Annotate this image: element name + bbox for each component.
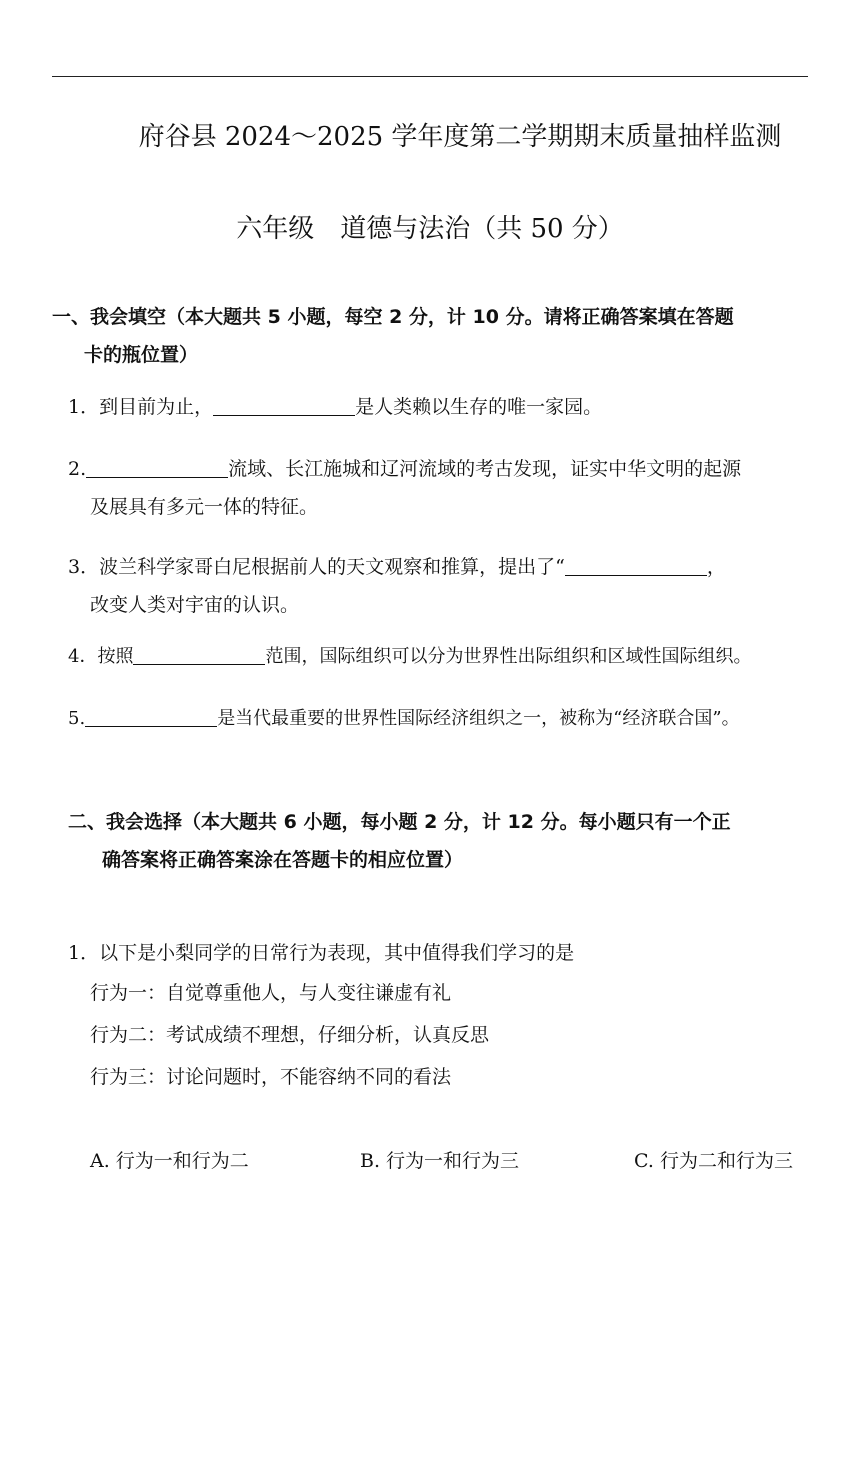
s2-question-1 (68, 934, 574, 1098)
section1-heading (52, 298, 734, 374)
s1-question-1 (68, 388, 602, 426)
exam-title: 府谷县 2024～2025 学年度第二学期期末质量抽样监测 (138, 122, 782, 152)
s1-question-5 (68, 700, 740, 738)
s1-question-4 (68, 638, 751, 676)
s1-q5-blank[interactable] (85, 702, 217, 727)
s1-question-3 (68, 548, 726, 624)
s1-q4-blank[interactable] (133, 640, 265, 665)
s1-q1-prefix: 1．到目前为止， (68, 396, 214, 418)
s2-q1-stem: 1．以下是小梨同学的日常行为表现，其中值得我们学习的是 (68, 942, 575, 964)
s1-q1-suffix: 是人类赖以生存的唯一家园。 (355, 396, 603, 418)
s2-q1-behavior-3: 行为三：讨论问题时，不能容纳不同的看法 (90, 1066, 452, 1088)
s1-q4-prefix: 4．按照 (68, 646, 134, 667)
s1-q1-blank[interactable] (213, 391, 355, 416)
s1-q3-suffix: ， (706, 556, 726, 578)
s2-q1-option-b[interactable]: B. 行为一和行为三 (360, 1150, 520, 1172)
s1-q4-suffix: 范围，国际组织可以分为世界性出际组织和区域性国际组织。 (265, 646, 752, 667)
top-rule (52, 76, 808, 77)
s1-q2-prefix: 2. (68, 458, 87, 480)
s1-q3-line2: 改变人类对宇宙的认识。 (90, 594, 300, 616)
exam-subtitle: 六年级 道德与法治（共 50 分） (236, 214, 624, 244)
s1-q5-suffix: 是当代最重要的世界性国际经济组织之一，被称为“经济联合国”。 (217, 708, 740, 729)
section1-heading-line1: 一、我会填空（本大题共 5 小题，每空 2 分，计 10 分。请将正确答案填在答题 (52, 306, 734, 328)
s2-q1-option-a[interactable]: A. 行为一和行为二 (90, 1150, 249, 1172)
s1-q3-prefix: 3．波兰科学家哥白尼根据前人的天文观察和推算，提出了“ (68, 556, 565, 578)
section2-heading-line2: 确答案将正确答案涂在答题卡的相应位置） (102, 849, 464, 871)
s1-question-2 (68, 450, 741, 526)
s1-q5-prefix: 5. (68, 708, 86, 729)
s1-q2-blank[interactable] (86, 453, 228, 478)
s2-q1-behavior-1: 行为一：自觉尊重他人，与人变往谦虚有礼 (90, 982, 452, 1004)
s1-q3-blank[interactable] (565, 551, 707, 576)
s1-q2-line2: 及展具有多元一体的特征。 (90, 496, 319, 518)
section1-heading-line2: 卡的瓶位置） (84, 344, 199, 366)
s2-q1-option-c[interactable]: C. 行为二和行为三 (634, 1150, 793, 1172)
section2-heading-line1: 二、我会选择（本大题共 6 小题，每小题 2 分，计 12 分。每小题只有一个正 (68, 811, 731, 833)
s1-q2-suffix: 流域、长江施城和辽河流域的考古发现，证实中华文明的起源 (228, 458, 742, 480)
section2-heading (68, 803, 731, 879)
s2-q1-behavior-2: 行为二：考试成绩不理想，仔细分析，认真反思 (90, 1024, 490, 1046)
